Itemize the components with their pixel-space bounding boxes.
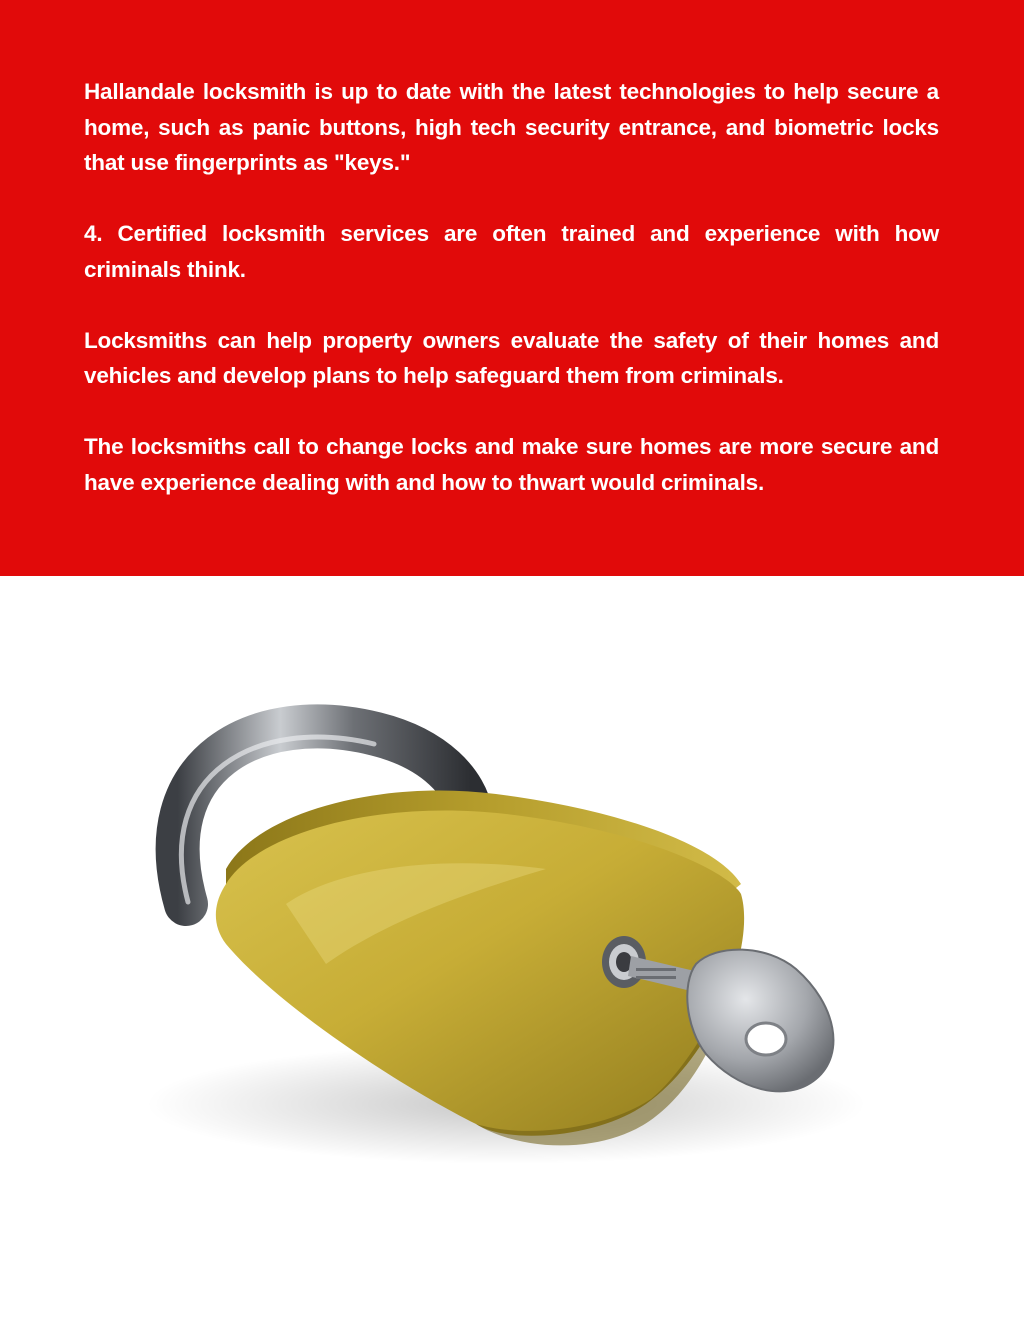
paragraph-evaluate-safety: Locksmiths can help property owners evaluate the safety of their homes and vehicles and develop plans to help safeguard them from criminals. bbox=[84, 327, 939, 388]
padlock-image bbox=[76, 584, 948, 1284]
article-text bbox=[84, 74, 939, 500]
paragraph-technologies: Hallandale locksmith is up to date with the latest technologies to help secure a home, such as panic buttons, high tech security entrance, and biometric locks that use fingerprints as "keys." bbox=[84, 79, 939, 175]
paragraph-certified: 4. Certified locksmith services are often trained and experience with how criminals think. bbox=[84, 221, 939, 282]
padlock-with-key-icon bbox=[76, 584, 948, 1284]
paragraph-change-locks: The locksmiths call to change locks and make sure homes are more secure and have experience dealing with and how to thwart would criminals. bbox=[84, 434, 939, 495]
red-text-panel bbox=[0, 0, 1024, 576]
